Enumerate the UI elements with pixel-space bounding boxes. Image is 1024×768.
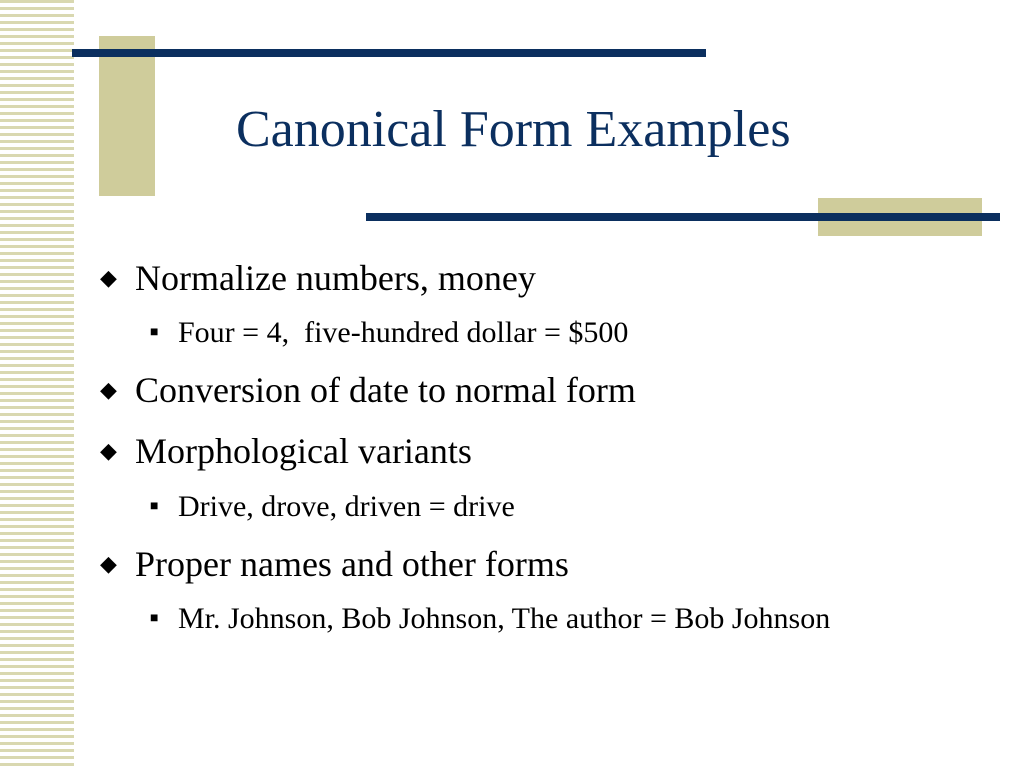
bullet-text: Normalize numbers, money [135,258,536,298]
bullet-text: Conversion of date to normal form [135,370,636,410]
sub-bullet-text: Four = 4, five-hundred dollar = $500 [178,316,629,349]
diamond-bullet-icon: ◆ [100,265,117,290]
square-bullet-icon: ■ [150,499,159,514]
sub-bullet-text: Mr. Johnson, Bob Johnson, The author = Bob Johnson [178,602,831,635]
diamond-bullet-icon: ◆ [100,551,117,576]
diamond-bullet-icon: ◆ [100,438,117,463]
slide-title: Canonical Form Examples [236,101,791,158]
bullet-text: Morphological variants [135,431,472,471]
square-bullet-icon: ■ [150,611,159,626]
sub-bullet-text: Drive, drove, driven = drive [178,490,515,523]
diamond-bullet-icon: ◆ [100,377,117,402]
square-bullet-icon: ■ [150,325,159,340]
bullet-text: Proper names and other forms [135,544,569,584]
